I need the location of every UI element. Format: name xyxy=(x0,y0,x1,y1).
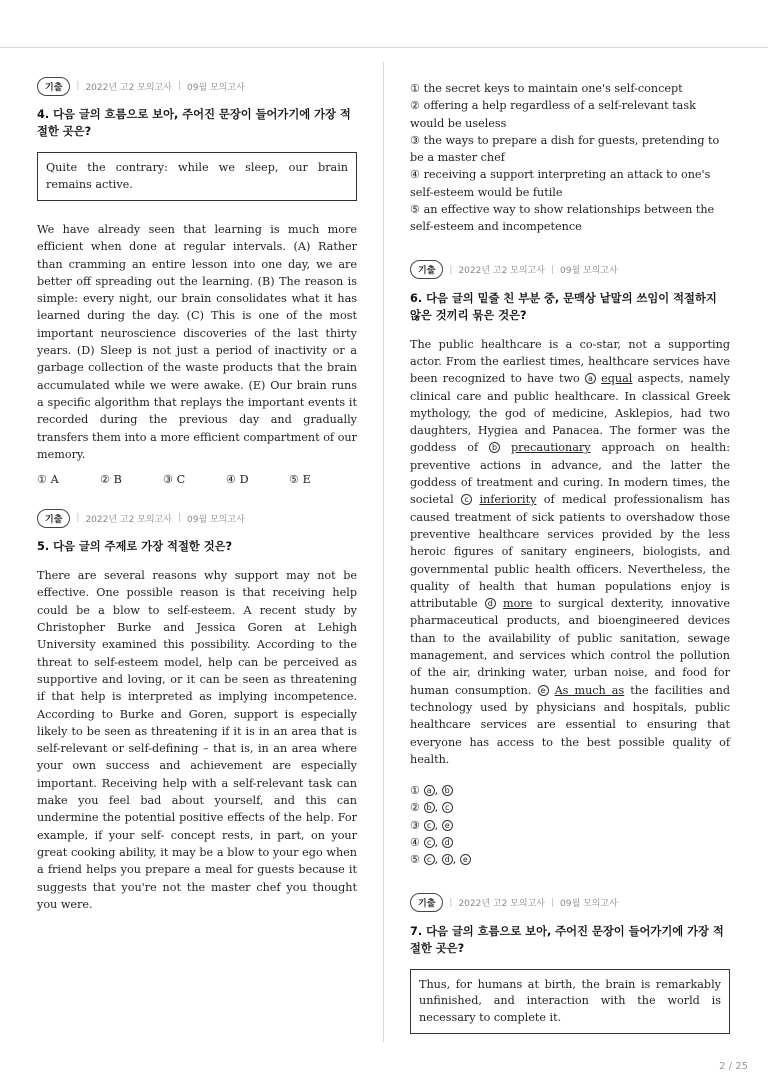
q4-passage: We have already seen that learning is much more efficient when done at regular intervals. (A) Rather than cramming an entire lesson into one day, we are better off spreading out the learning. (B) The reason is simple: every night, our brain consolidates what it has learned during the day. (C) This is one of the most important neuroscience discoveries of the last thirty years. (D) Sleep is not just a period of inactivity or a garbage collection of the waste products that the brain accumulated while we were awake. (E) Our brain runs a specific algorithm that replays the important events it recorded during the previous day and gradually transfers them into a more efficient compartment of our memory. xyxy=(37,223,357,461)
q4-choice-3[interactable]: ③ C xyxy=(163,473,186,487)
q6-answer-options xyxy=(410,782,730,868)
underlined-e: As much as xyxy=(554,683,625,697)
underlined-c: inferiority xyxy=(479,493,537,507)
header-rule xyxy=(0,47,768,48)
q4-tag-badge: 기출 xyxy=(37,77,70,96)
q4-exam-month: 09월 모의고사 xyxy=(187,82,245,93)
left-column xyxy=(37,76,357,923)
q5-option-5[interactable]: ⑤ an effective way to show relationships between the self-esteem and incompetence xyxy=(410,203,715,234)
q6-option-3[interactable]: ③ c , e xyxy=(410,817,730,834)
mark-c: c xyxy=(461,494,472,505)
column-divider xyxy=(383,62,384,1042)
mark-e: e xyxy=(538,685,549,696)
q7-title: 7. 다음 글의 흐름으로 보아, 주어진 문장이 들어가기에 가장 적절한 곳은? xyxy=(410,924,724,955)
q4-choices xyxy=(37,473,357,486)
mark-a: a xyxy=(585,373,596,384)
q6-tag-badge: 기출 xyxy=(410,260,443,279)
underlined-a: equal xyxy=(601,372,633,386)
q6-exam-year: 2022년 고2 모의고사 xyxy=(458,266,545,277)
option-mark-d: d xyxy=(442,837,453,848)
q5-exam-month: 09월 모의고사 xyxy=(187,514,245,525)
q5-option-1[interactable]: ① the secret keys to maintain one's self-concept xyxy=(410,82,683,95)
q4-title: 4. 다음 글의 흐름으로 보아, 주어진 문장이 들어가기에 가장 적절한 곳은? xyxy=(37,108,351,138)
q4-choice-4[interactable]: ④ D xyxy=(226,473,249,487)
option-mark-c: c xyxy=(424,837,435,848)
option-mark-d: d xyxy=(442,854,453,865)
option-mark-e: e xyxy=(460,854,471,865)
q6-option-4[interactable]: ④ c , d xyxy=(410,834,730,851)
q7-given-sentence: Thus, for humans at birth, the brain is remarkably unfinished, and interaction with the world is necessary to complete it. xyxy=(410,969,730,1035)
q6-option-5[interactable]: ⑤ c , d , e xyxy=(410,851,730,868)
q5-source-line: 기출 | 2022년 고2 모의고사 | 09월 모의고사 xyxy=(37,508,357,528)
q5-option-2[interactable]: ② offering a help regardless of a self-relevant task would be useless xyxy=(410,99,696,130)
option-mark-c: c xyxy=(424,820,435,831)
q6-option-2[interactable]: ② b , c xyxy=(410,799,730,816)
q4-exam-year: 2022년 고2 모의고사 xyxy=(85,82,172,93)
q6-title: 6. 다음 글의 밑줄 친 부분 중, 문맥상 낱말의 쓰임이 적절하지 않은 것끼리 묶은 것은? xyxy=(410,291,717,322)
option-mark-c: c xyxy=(424,854,435,865)
option-mark-a: a xyxy=(424,785,435,796)
q6-passage: The public healthcare is a co-star, not a supporting actor. From the earliest times, healthcare services have been recognized to have two a equal aspects, namely clinical care and public healthcare. In classical Greek mythology, the god of medicine, Asklepios, had two daughters, Hygiea and Panacea. The former was the goddess of b precautionary approach on health: preventive actions in advance, and the latter the goddess of treatment and curing. In modern times, the societal c inferiority of medical professionalism has caused treatment of sick patients to overshadow those preventive healthcare services provided by the less heroic figures of sanitary engineers, biologists, and governmental public health officers. Nevertheless, the quality of health that human populations enjoy is attributable d more to surgical dexterity, innovative pharmaceutical products, and bioengineered devices than to the availability of public sanitation, sewage management, and services which control the pollution of the air, drinking water, urban noise, and food for human consumption. e As much as the facilities and technology used by physicians and hospitals, public healthcare services are essential to ensuring that everyone has access to the best possible quality of health. xyxy=(410,337,731,766)
q5-exam-year: 2022년 고2 모의고사 xyxy=(85,514,172,525)
right-column xyxy=(410,80,730,1054)
q4-given-sentence: Quite the contrary: while we sleep, our brain remains active. xyxy=(37,152,357,201)
option-mark-b: b xyxy=(442,785,453,796)
q7-exam-year: 2022년 고2 모의고사 xyxy=(458,899,545,910)
q4-choice-2[interactable]: ② B xyxy=(100,473,122,487)
underlined-b: precautionary xyxy=(510,441,591,455)
option-mark-c: c xyxy=(442,802,453,813)
q4-choice-5[interactable]: ⑤ E xyxy=(289,473,311,487)
q6-option-1[interactable]: ① a , b xyxy=(410,782,730,799)
underlined-d: more xyxy=(503,597,533,611)
page-number: 2 / 25 xyxy=(719,1061,748,1072)
q6-exam-month: 09월 모의고사 xyxy=(560,266,618,277)
q5-passage: There are several reasons why support may not be effective. One possible reason is that receiving help could be a blow to self-esteem. A recent study by Christopher Burke and Jessica Goren at Lehigh University examined this possibility. According to the threat to self-esteem model, help can be perceived as supportive and loving, or it can be seen as threatening if that help is interpreted as implying incompetence. According to Burke and Goren, support is especially likely to be seen as threatening if it is in an area that is self-relevant or self-defining – that is, in an area where your own success and achievement are especially important. Receiving help with a self-relevant task can make you feel bad about yourself, and this can undermine the potential positive effects of the help. For example, if your self- concept rests, in part, on your great cooking ability, it may be a blow to your ego when a friend helps you prepare a meal for guests because it suggests that you're not the master chef you thought you were. xyxy=(37,569,357,911)
option-mark-e: e xyxy=(442,820,453,831)
q7-source-line: 기출 | 2022년 고2 모의고사 | 09월 모의고사 xyxy=(410,893,730,913)
q6-source-line: 기출 | 2022년 고2 모의고사 | 09월 모의고사 xyxy=(410,260,730,280)
mark-d: d xyxy=(485,598,496,609)
option-mark-b: b xyxy=(424,802,435,813)
mark-b: b xyxy=(489,442,500,453)
q5-option-4[interactable]: ④ receiving a support interpreting an attack to one's self-esteem would be futile xyxy=(410,168,711,199)
q4-choice-1[interactable]: ① A xyxy=(37,473,59,487)
q5-title: 5. 다음 글의 주제로 가장 적절한 것은? xyxy=(37,540,233,554)
q5-tag-badge: 기출 xyxy=(37,509,70,528)
q5-options xyxy=(410,80,730,236)
q4-source-line: 기출 | 2022년 고2 모의고사 | 09월 모의고사 xyxy=(37,76,357,96)
q7-exam-month: 09월 모의고사 xyxy=(560,899,618,910)
q5-option-3[interactable]: ③ the ways to prepare a dish for guests, pretending to be a master chef xyxy=(410,133,720,165)
q7-tag-badge: 기출 xyxy=(410,893,443,912)
